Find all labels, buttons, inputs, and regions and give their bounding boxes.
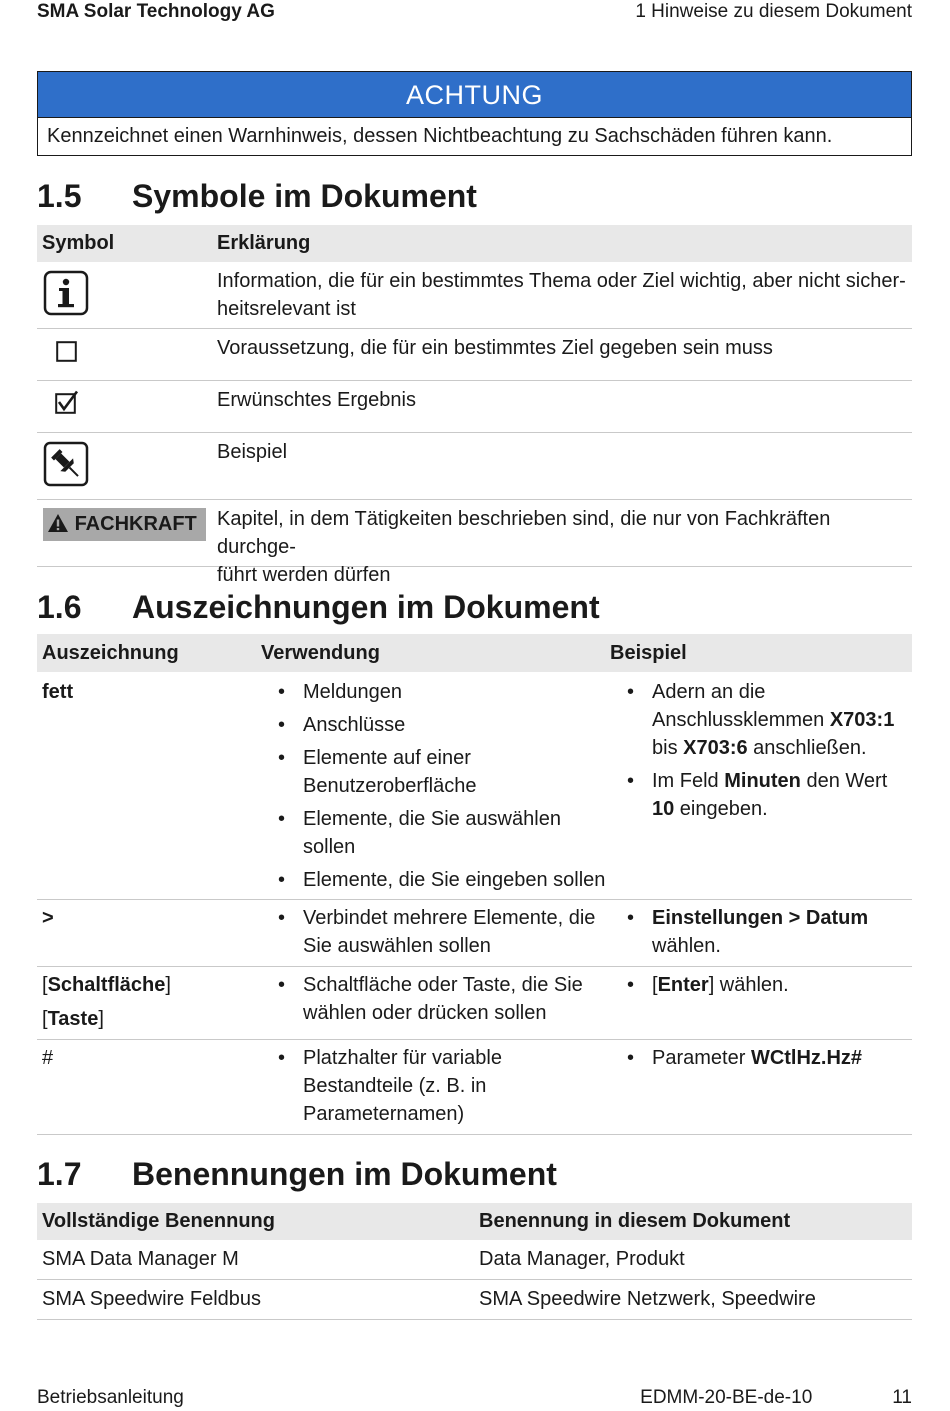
table-row — [37, 381, 912, 433]
col-short-name: Benennung in diesem Dokument — [479, 1210, 791, 1232]
explanation-text: Information, die für ein bestimmtes Thema oder Ziel wichtig, aber nicht sicher- heitsrelevant ist — [217, 270, 906, 320]
explanation-text: Kapitel, in dem Tätigkeiten beschrieben sind, die nur von Fachkräften durchge- führt werden dürfen — [217, 508, 831, 586]
table-row — [37, 433, 912, 500]
table-row — [37, 329, 912, 381]
info-icon — [43, 270, 89, 316]
checkbox-checked-icon — [55, 390, 80, 415]
example-list — [622, 971, 922, 1004]
table-row — [37, 900, 912, 967]
table-row — [37, 1240, 912, 1280]
list-item: • Elemente, die Sie auswählen sollen — [273, 805, 613, 861]
names-table-header — [37, 1203, 912, 1240]
footer-doc-type: Betriebsanleitung — [37, 1387, 184, 1408]
table-row — [37, 1280, 912, 1320]
example-list — [622, 1044, 922, 1077]
section-number: 1.6 — [37, 589, 82, 625]
notice-text: Kennzeichnet einen Warnhinweis, dessen Nichtbeachtung zu Sachschäden führen kann. — [47, 125, 833, 147]
pin-example-icon — [43, 441, 89, 487]
list-item: • Elemente, die Sie eingeben sollen — [273, 866, 613, 894]
list-item: • Im Feld Minuten den Wert 10 eingeben. — [622, 767, 922, 823]
short-name: Data Manager, Produkt — [479, 1248, 685, 1270]
list-item: • Schaltfläche oder Taste, die Sie wählen oder drücken sollen — [273, 971, 613, 1027]
col-usage: Verwendung — [261, 642, 380, 664]
section-number: 1.5 — [37, 178, 82, 214]
list-item: • Meldungen — [273, 678, 613, 706]
usage-list — [273, 1044, 613, 1133]
explanation-text: Voraussetzung, die für ein bestimmtes Ziel gegeben sein muss — [217, 337, 773, 359]
table-row — [37, 967, 912, 1040]
checkbox-empty-icon — [56, 341, 77, 362]
section-heading-names — [37, 1154, 557, 1194]
markup-table-header — [37, 634, 912, 672]
markup-name: > — [42, 907, 54, 929]
usage-list — [273, 904, 613, 965]
section-title: Symbole im Dokument — [132, 178, 477, 214]
col-example: Beispiel — [610, 642, 687, 664]
list-item: • Parameter WCtlHz.Hz# — [622, 1044, 922, 1072]
col-symbol: Symbol — [42, 232, 115, 254]
col-full-name: Vollständige Benennung — [42, 1210, 275, 1232]
footer-right — [640, 1386, 912, 1410]
example-list — [622, 904, 922, 965]
list-item: • Anschlüsse — [273, 711, 613, 739]
usage-list — [273, 678, 613, 899]
footer-doc-id: EDMM-20-BE-de-10 — [640, 1387, 813, 1408]
section-title: Auszeichnungen im Dokument — [132, 589, 600, 625]
list-item: • Elemente auf einer Benutzeroberfläche — [273, 744, 613, 800]
markup-name: [Schaltfläche] [Taste] — [42, 974, 171, 1030]
list-item: • [Enter] wählen. — [622, 971, 922, 999]
fachkraft-badge — [43, 508, 206, 541]
section-number: 1.7 — [37, 1156, 82, 1192]
table-row — [37, 672, 912, 900]
list-item: • Adern an die Anschlussklemmen X703:1 bis X703:6 anschließen. — [622, 678, 922, 762]
page-number: 11 — [892, 1387, 912, 1408]
notice-title: ACHTUNG — [38, 72, 911, 118]
warning-triangle-icon — [47, 513, 69, 533]
col-markup: Auszeichnung — [42, 642, 179, 664]
section-heading-markup — [37, 587, 600, 627]
section-title: Benennungen im Dokument — [132, 1156, 557, 1192]
usage-list — [273, 971, 613, 1032]
list-item: • Platzhalter für variable Bestandteile (z. B. in Parameternamen) — [273, 1044, 613, 1128]
col-explanation: Erklärung — [217, 232, 311, 254]
table-row — [37, 262, 912, 329]
header-company: SMA Solar Technology AG — [37, 1, 275, 22]
table-row — [37, 1040, 912, 1135]
explanation-text: Beispiel — [217, 441, 288, 463]
fachkraft-label: FACHKRAFT — [74, 513, 197, 535]
header-chapter: 1 Hinweise zu diesem Dokument — [635, 1, 912, 22]
example-list — [622, 678, 922, 828]
list-item: • Verbindet mehrere Elemente, die Sie auswählen sollen — [273, 904, 613, 960]
markup-name: # — [42, 1047, 54, 1069]
list-item: • Einstellungen > Datum wählen. — [622, 904, 922, 960]
short-name: SMA Speedwire Netzwerk, Speedwire — [479, 1288, 816, 1310]
full-name: SMA Speedwire Feldbus — [42, 1288, 262, 1310]
symbols-table-header — [37, 225, 912, 262]
warning-notice — [37, 71, 912, 156]
full-name: SMA Data Manager M — [42, 1248, 239, 1270]
section-heading-symbols — [37, 176, 477, 216]
markup-name: fett — [42, 681, 74, 703]
explanation-text: Erwünschtes Ergebnis — [217, 389, 416, 411]
